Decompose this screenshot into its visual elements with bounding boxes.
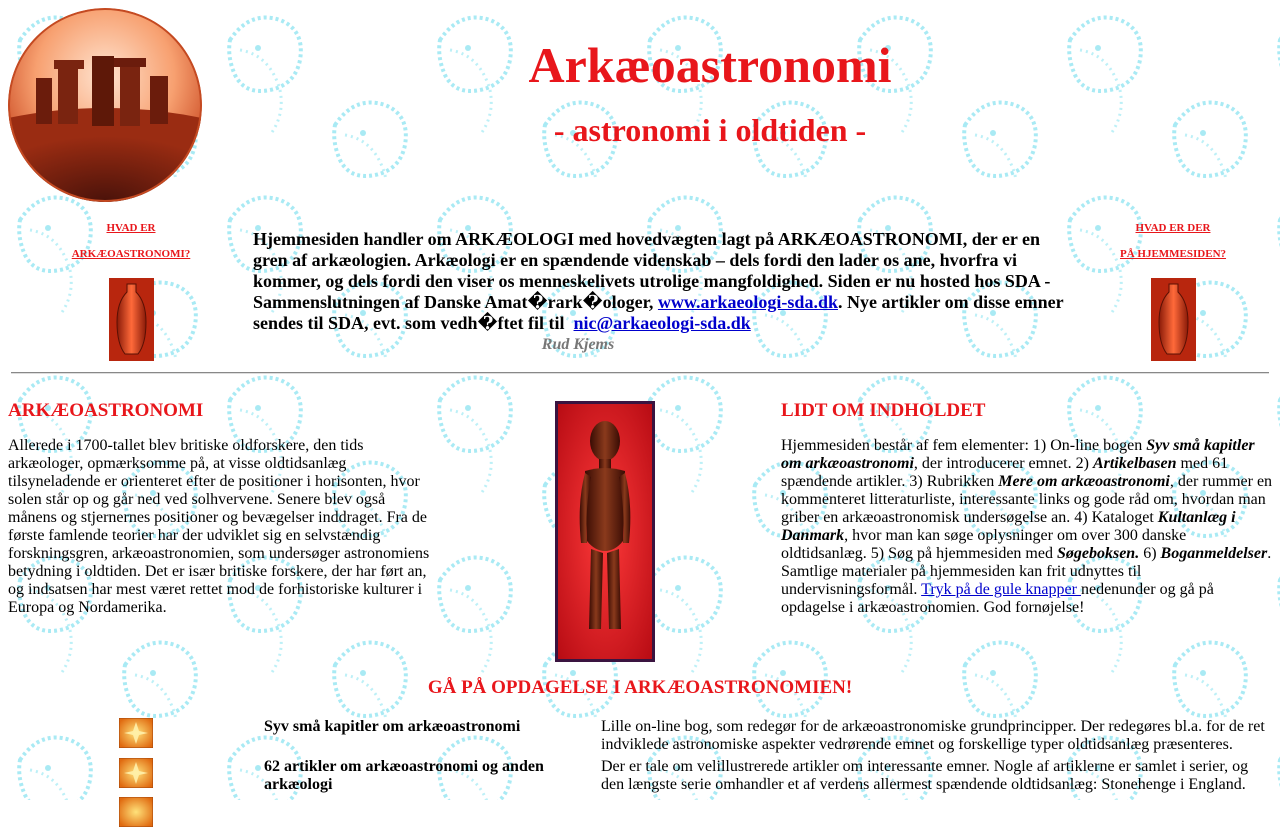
intro-text-2: . Nye artikler om disse emner sendes til SDA, evt. som vedh�ftet fil til <box>253 292 1064 333</box>
text-segment: 6) <box>1139 545 1161 562</box>
row-desc-line-1: Lille on-line bog, som redegør for de arkæoastronomiske grundprincipper. Der redegøres bl.a. for de ret <box>601 718 1265 735</box>
link-line-1[interactable]: HVAD ER DER <box>1135 222 1211 234</box>
text-segment: . Samtlige materialer på hjemmesiden kan frit udnyttes til undervisningsformål. <box>781 545 1272 598</box>
vase-icon[interactable] <box>109 278 154 361</box>
emphasis-text: Artikelbasen <box>1092 455 1177 472</box>
emphasis-text: Søgeboksen. <box>1056 545 1140 562</box>
row-desc-line-2: den længste serie omhandler et af verdens allermest spændende oldtidsanlæg: Stonehenge i England. <box>601 776 1246 793</box>
text-segment: , hvor man kan søge oplysninger om over 300 danske oldtidsanlæg. 5) Søg på hjemmesiden med <box>781 527 1187 562</box>
text-segment: , der rummer en kommenteret litteraturliste, interessante links og gode råd om, hvordan man griber en arkæoastronomisk undersøgelse an. 4) Kataloget <box>781 473 1273 526</box>
row-description <box>601 718 1280 754</box>
discover-heading: GÅ PÅ OPDAGELSE I ARKÆOASTRONOMIEN! <box>427 677 853 698</box>
link-line-1[interactable]: HVAD ER <box>106 222 156 234</box>
content-overview-heading: LIDT OM INDHOLDET <box>781 400 986 421</box>
link-line-2[interactable]: ARKÆOASTRONOMI? <box>71 248 191 260</box>
sda-site-link[interactable]: www.arkaeologi-sda.dk <box>657 292 838 312</box>
page-title: Arkæoastronomi <box>528 37 892 93</box>
emphasis-text: Mere om arkæoastronomi <box>998 473 1170 490</box>
archaeoastronomy-heading: ARKÆOASTRONOMI <box>8 400 204 421</box>
text-segment: , der introducerer emnet. 2) <box>913 455 1093 472</box>
row-title: 62 artikler om arkæoastronomi og anden arkæologi <box>264 758 544 793</box>
text-segment: med 61 spændende artikler. 3) Rubrikken <box>781 455 1229 490</box>
stonehenge-globe-image <box>8 8 202 202</box>
intro-text: Hjemmesiden handler om ARKÆOLOGI med hovedvægten lagt på ARKÆOASTRONOMI, der er en gren af arkæologien. Arkæologi er en spændende videnskab – dels fordi den lader os ane, hvorfra vi kommer, og dels fordi den viser os menneskelivets utrolige mangfoldighed. Siden er nu hosted hos SDA - Sammenslutningen af Danske Amat�rark�ologer, <box>253 229 1051 312</box>
emphasis-text: Syv små kapitler om arkæoastronomi <box>781 437 1255 472</box>
page-subtitle: - astronomi i oldtiden - <box>553 112 867 148</box>
yellow-buttons-link[interactable]: Tryk på de gule knapper <box>921 581 1081 598</box>
divider <box>11 372 1269 374</box>
what-is-on-site-link[interactable] <box>1082 222 1264 260</box>
vase-icon[interactable] <box>1151 278 1196 361</box>
link-line-2[interactable]: PÅ HJEMMESIDEN? <box>1119 248 1227 260</box>
archaeoastronomy-text: Allerede i 1700-tallet blev britiske oldforskere, den tids arkæologer, opmærksomme på, at visse oldtidsanlæg tilsyneladende er orienteret efter de positioner i horisonten, hvor solen står op og går ned ved solhvervene. Senere blev også månens og stjernernes positioner og bevægelser inddraget. Fra de første famlende teorier har der udviklet sig en selvstændig forskningsgren, arkæoastronomien, som undersøger astronomiens betydning i oldtiden. Det er især britiske forskere, der har ført an, og indsatsen har mest været rettet mod de forhistoriske kulturer i Europa og Nordamerika. <box>8 437 430 616</box>
content-overview-text <box>781 437 1276 617</box>
row-description <box>601 758 1280 794</box>
row-desc-line-1: Der er tale om velillustrerede artikler om interessante emner. Nogle af artiklerne er samlet i serier, og <box>601 758 1249 775</box>
author-name: Rud Kjems <box>541 336 615 353</box>
orange-star-button[interactable] <box>119 758 153 788</box>
row-desc-line-2: indviklede astronomiske aspekter vedrørende emnet og forskellige typer oldtidsanlæg præsenteres. <box>601 736 1233 753</box>
wooden-figure-image <box>555 401 655 662</box>
what-is-archaeoastronomy-link[interactable] <box>40 222 222 260</box>
text-segment: Hjemmesiden består af fem elementer: 1) On-line bogen <box>781 437 1147 454</box>
orange-star-button[interactable] <box>119 718 153 748</box>
intro-paragraph <box>253 229 1065 334</box>
email-link[interactable]: nic@arkaeologi-sda.dk <box>573 313 751 333</box>
emphasis-text: Boganmeldelser <box>1160 545 1268 562</box>
emphasis-text: Kultanlæg i Danmark <box>781 509 1236 544</box>
orange-star-button[interactable] <box>119 797 153 827</box>
row-title: Syv små kapitler om arkæoastronomi <box>264 718 521 735</box>
text-segment: nedenunder og gå på opdagelse i arkæoastronomien. God fornøjelse! <box>781 581 1214 616</box>
